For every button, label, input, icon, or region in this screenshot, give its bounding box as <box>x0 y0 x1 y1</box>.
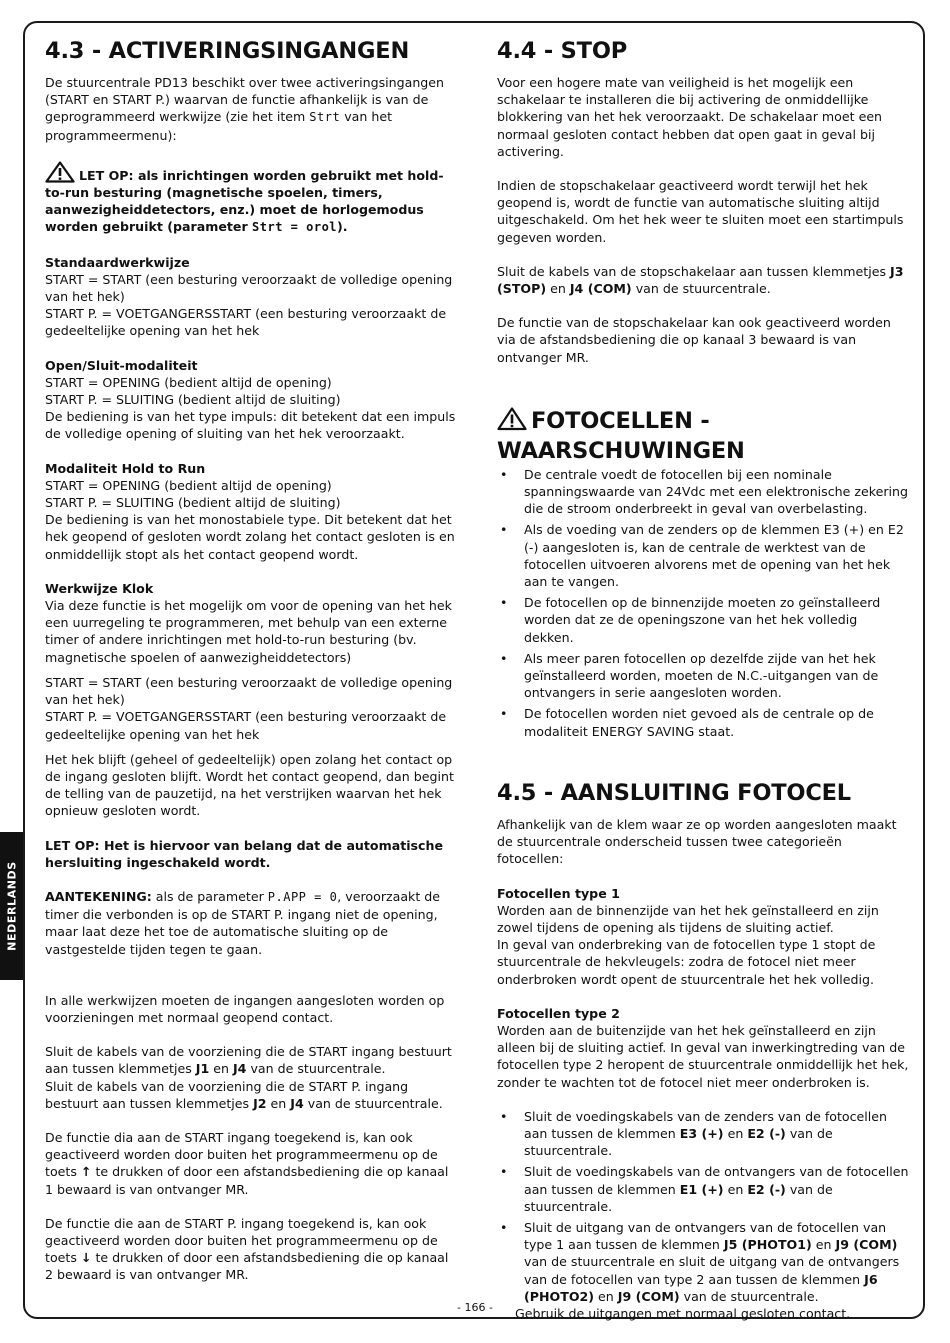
display-code: P.APP = 0 <box>267 889 338 904</box>
text-line: START = START (een besturing veroorzaakt de volledige opening van het hek) <box>45 271 453 305</box>
subheading-type2: Fotocellen type 2 <box>497 1005 620 1021</box>
section-title-activeringsingangen: 4.3 - ACTIVERINGSINGANGEN <box>45 38 410 64</box>
side-tab-label: NEDERLANDS <box>5 861 18 951</box>
intro-paragraph: De stuurcentrale PD13 beschikt over twee activeringsingangen (START en START P.) waarvan de functie afhankelijk is van de geprogrammeerd werkwijze (zie het item Strt van het programmeermenu): <box>45 75 445 143</box>
subheading-klok: Werkwijze Klok <box>45 580 154 596</box>
text-line: START P. = SLUITING (bedient altijd de sluiting) <box>45 495 341 511</box>
list-item: • Sluit de voedingskabels van de ontvangers van de fotocellen aan tussen de klemmen E1 (+) en E2 (-) van de stuurcentrale. <box>497 1163 909 1215</box>
warnings-list <box>497 466 909 740</box>
section-title-fotocel: 4.5 - AANSLUITING FOTOCEL <box>497 779 851 806</box>
right-column <box>497 36 909 1322</box>
list-item: • Sluit de uitgang van de ontvangers van de fotocellen van type 1 aan tussen de klemmen J5 (PHOTO1) en J9 (COM) van de stuurcentrale en sluit de uitgang van de ontvangers van de fotocellen van type 2 aan tussen de klemmen J6 (PHOTO2) en J9 (COM) van de stuurcentrale. <box>497 1219 909 1305</box>
text-line: START P. = SLUITING (bedient altijd de sluiting) <box>45 392 341 408</box>
text-line: De bediening is van het monostabiele type. Dit betekent dat het hek geopend of gesloten wordt zolang het contact gesloten is en onmiddellijk stopt als het contact geopend wordt. <box>45 512 455 562</box>
text-line: Het hek blijft (geheel of gedeeltelijk) open zolang het contact op de ingang gesloten blijft. Wordt het contact geopend, dan begint de telling van de pauzetijd, na het verstrijken waarvan het hek opnieuw gesloten wordt. <box>45 751 454 819</box>
page-number: - 166 - <box>457 1301 493 1314</box>
warning-paragraph: LET OP: als inrichtingen worden gebruikt met hold-to-run besturing (magnetische spoelen, timers, aanwezigheiddetectors, enz.) moet de horlogemodus worden gebruikt (parameter Strt = orol). <box>45 161 457 237</box>
text-paragraph: Sluit de kabels van de voorziening die de START P. ingang bestuurt aan tussen klemmetjes J2 en J4 van de stuurcentrale. <box>45 1078 443 1111</box>
arrow-down-icon: ↓ <box>80 1250 92 1266</box>
text-paragraph: Afhankelijk van de klem waar ze op worden aangesloten maakt de stuurcentrale onderscheid tussen twee categorieën fotocellen: <box>497 816 897 867</box>
list-item: • Als meer paren fotocellen op dezelfde zijde van het hek geïnstalleerd worden, moeten de N.C.-uitgangen van de ontvangers in serie aangesloten worden. <box>497 650 909 702</box>
display-code: Strt = orol <box>252 220 338 235</box>
text-line: Via deze functie is het mogelijk om voor de opening van het hek een uurregeling te programmeren, met behulp van een externe timer of andere inrichtingen met hold-to-run besturing (bv. magnetische spoelen of aanwezigheiddetectors) <box>45 598 452 665</box>
text-paragraph: In alle werkwijzen moeten de ingangen aangesloten worden op voorzieningen met normaal geopend contact. <box>45 992 445 1025</box>
list-item: • De fotocellen op de binnenzijde moeten zo geïnstalleerd worden dat ze de openingszone van het hek volledig dekken. <box>497 594 909 646</box>
subheading-standaard: Standaardwerkwijze <box>45 254 190 270</box>
text-paragraph: De functie dia aan de START ingang toegekend is, kan ook geactiveerd worden door buiten het programmeermenu op de toets ↑ te drukken of door een afstandsbediening die op kanaal 1 bewaard is van ontvanger MR. <box>45 1129 449 1197</box>
text-paragraph: De functie van de stopschakelaar kan ook geactiveerd worden via de afstandsbediening die op kanaal 3 bewaard is van ontvanger MR. <box>497 315 891 365</box>
text-line: Worden aan de binnenzijde van het hek geïnstalleerd en zijn zowel tijdens de opening als tijdens de sluiting actief. <box>497 902 879 935</box>
list-item: • De fotocellen worden niet gevoed als de centrale op de modaliteit ENERGY SAVING staat. <box>497 705 909 739</box>
warning-icon <box>497 407 527 431</box>
text-line: START P. = VOETGANGERSSTART (een besturing veroorzaakt de gedeeltelijke opening van het hek <box>45 306 447 339</box>
text-line: START P. = VOETGANGERSSTART (een besturing veroorzaakt de gedeeltelijke opening van het hek <box>45 709 447 742</box>
section-title-warnings: FOTOCELLEN - WAARSCHUWINGEN <box>497 407 745 464</box>
text-line: Gebruik de uitgangen met normaal gesloten contact. <box>515 1305 851 1321</box>
list-item: • Als de voeding van de zenders op de klemmen E3 (+) en E2 (-) aangesloten is, kan de centrale de werktest van de fotocellen uitvoeren alvorens met de opening van het hek aan te vangen. <box>497 521 909 590</box>
text-paragraph: Sluit de kabels van de voorziening die de START ingang bestuurt aan tussen klemmetjes J1 en J4 van de stuurcentrale. <box>45 1044 452 1077</box>
text-line: In geval van onderbreking van de fotocellen type 1 stopt de stuurcentrale de hekvleugels: zodra de fotocel niet meer onderbroken wordt opent de stuurcentrale het hek volledig. <box>497 937 876 987</box>
text-paragraph: De functie die aan de START P. ingang toegekend is, kan ook geactiveerd worden door buiten het programmeermenu op de toets ↓ te drukken of door een afstandsbediening die op kanaal 2 bewaard is van ontvanger MR. <box>45 1215 449 1283</box>
list-item: • Sluit de voedingskabels van de zenders van de fotocellen aan tussen de klemmen E3 (+) en E2 (-) van de stuurcentrale. <box>497 1108 909 1160</box>
note-paragraph: LET OP: Het is hiervoor van belang dat de automatische hersluiting ingeschakeld wordt. <box>45 837 444 870</box>
left-column <box>45 36 457 1284</box>
text-paragraph: Voor een hogere mate van veiligheid is het mogelijk een schakelaar te installeren die bij activering de onmiddellijke blokkering van het hek veroorzaakt. De schakelaar moet een normaal gesloten contact hebben dat open gaat in geval bij activering. <box>497 75 883 159</box>
section-title-stop: 4.4 - STOP <box>497 38 628 64</box>
subheading-type1: Fotocellen type 1 <box>497 885 620 901</box>
text-line: START = START (een besturing veroorzaakt de volledige opening van het hek) <box>45 674 453 708</box>
display-code: Strt <box>309 110 341 125</box>
text-paragraph: Sluit de kabels van de stopschakelaar aan tussen klemmetjes J3 (STOP) en J4 (COM) van de stuurcentrale. <box>497 263 904 297</box>
arrow-up-icon: ↑ <box>80 1164 92 1180</box>
aantekening-paragraph: AANTEKENING: als de parameter P.APP = 0, veroorzaakt de timer die verbonden is op de START P. ingang niet de opening, maar laat deze het toe de automatische sluiting op de vastgestelde tijden tegen te gaan. <box>45 888 441 957</box>
text-line: START = OPENING (bedient altijd de opening) <box>45 374 332 390</box>
text-paragraph: Indien de stopschakelaar geactiveerd wordt terwijl het hek geopend is, wordt de functie van automatische sluiting altijd uitgeschakeld. Om het hek weer te sluiten moet een startimpuls gegeven worden. <box>497 178 904 245</box>
text-line: De bediening is van het type impuls: dit betekent dat een impuls de volledige opening of sluiting van het hek veroorzaakt. <box>45 409 456 442</box>
subheading-hold-to-run: Modaliteit Hold to Run <box>45 460 206 476</box>
language-side-tab <box>0 832 23 980</box>
text-line: START = OPENING (bedient altijd de opening) <box>45 477 332 493</box>
subheading-open-sluit: Open/Sluit-modaliteit <box>45 357 198 373</box>
text-line: Worden aan de buitenzijde van het hek geïnstalleerd en zijn alleen bij de sluiting actief. In geval van inwerkingtreding van de fotocellen type 2 heropent de stuurcentrale onmiddellijk het hek, zonder te wachten tot de fotocel niet meer onderbroken is. <box>497 1022 909 1090</box>
warning-icon <box>45 161 75 183</box>
list-item: • De centrale voedt de fotocellen bij een nominale spanningswaarde van 24Vdc met een elektronische zekering die de stroom onderbreekt in geval van overbelasting. <box>497 466 909 518</box>
connection-list <box>497 1108 909 1305</box>
